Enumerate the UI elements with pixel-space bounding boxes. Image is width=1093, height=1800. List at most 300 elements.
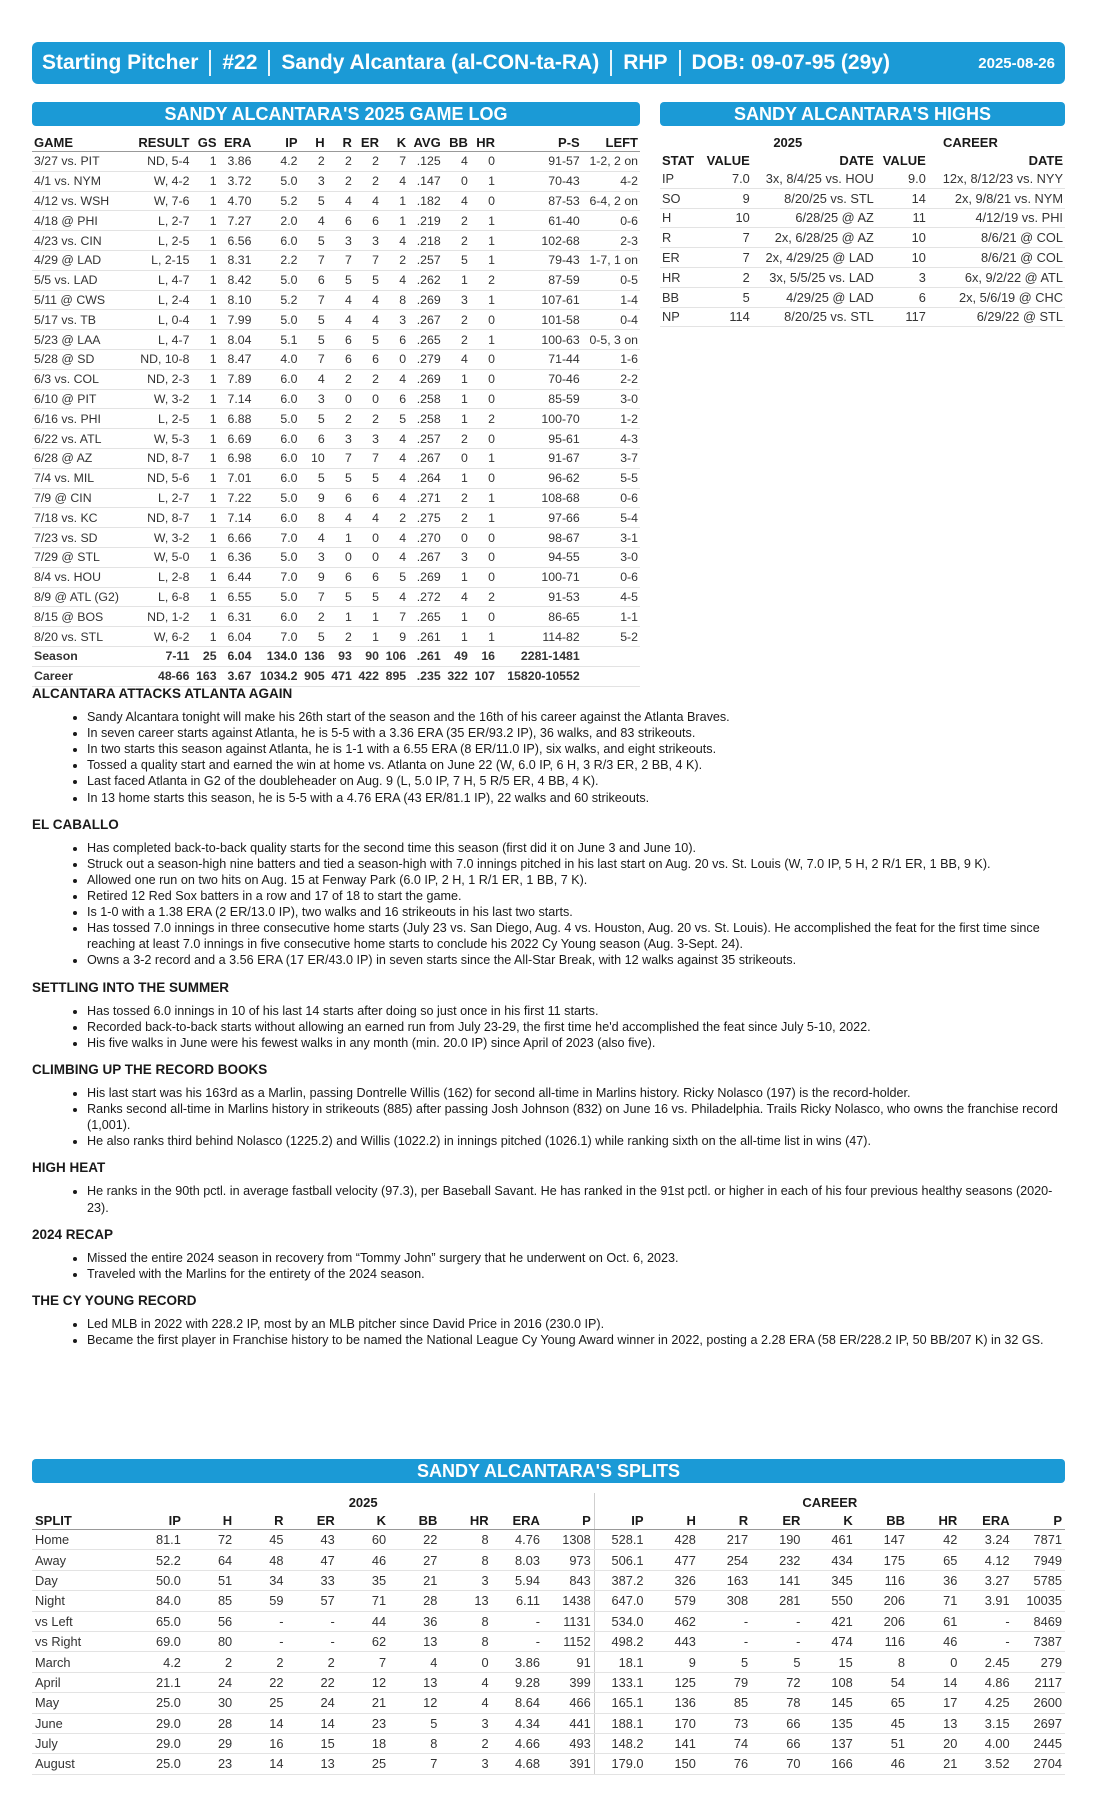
game-log-row <box>32 290 640 310</box>
game-log-cell: 2 <box>381 508 408 528</box>
game-log-cell: 6.0 <box>253 389 299 409</box>
highs-cell: 8/20/25 vs. STL <box>752 307 876 327</box>
game-log-cell: ND, 5-6 <box>130 468 191 488</box>
game-log-cell: 9 <box>300 567 327 587</box>
game-log-cell: 6 <box>327 349 354 369</box>
game-log-cell: .258 <box>408 389 443 409</box>
highs-cell: H <box>660 208 700 228</box>
note-list <box>32 1085 1065 1149</box>
game-log-cell: 4 <box>327 290 354 310</box>
splits-cell: 8.64 <box>492 1693 543 1713</box>
game-log-cell: 6 <box>354 567 381 587</box>
splits-row <box>32 1693 1065 1713</box>
splits-row <box>32 1570 1065 1590</box>
game-log-cell: 5/28 @ SD <box>32 349 130 369</box>
splits-cell: 8 <box>440 1631 491 1651</box>
game-log-cell: 1-1 <box>582 607 640 627</box>
game-log-col-header: RESULT <box>130 133 191 152</box>
game-log-cell: 1 <box>191 389 218 409</box>
splits-cell: 116 <box>856 1631 908 1651</box>
splits-cell: June <box>32 1713 133 1733</box>
game-log-cell: 4/18 @ PHI <box>32 211 130 231</box>
highs-cell: 2x, 9/8/21 vs. NYM <box>928 188 1065 208</box>
note-item: • In seven career starts against Atlanta, he is 5-5 with a 3.36 ERA (35 ER/93.2 IP), 36 walks, and 83 strikeouts. <box>87 725 1065 741</box>
game-log-row <box>32 211 640 231</box>
splits-header-row <box>32 1511 1065 1530</box>
note-list <box>32 840 1065 969</box>
game-log-cell: 8/9 @ ATL (G2) <box>32 587 130 607</box>
game-log-cell: 0 <box>470 429 497 449</box>
game-log-cell: 2 <box>327 152 354 172</box>
splits-col-header: R <box>699 1511 751 1530</box>
game-log-row <box>32 330 640 350</box>
highs-table <box>660 133 1065 327</box>
splits-cell: 25.0 <box>133 1693 184 1713</box>
game-log-cell: 5 <box>354 468 381 488</box>
splits-cell: 71 <box>338 1591 389 1611</box>
game-log-cell: 5.0 <box>253 488 299 508</box>
splits-cell: 57 <box>286 1591 337 1611</box>
game-log-total-cell: 15820-10552 <box>497 666 582 686</box>
game-log-cell: 4 <box>381 369 408 389</box>
game-log-cell: 4 <box>381 488 408 508</box>
game-log-cell: 7 <box>327 250 354 270</box>
splits-cell: 281 <box>751 1591 803 1611</box>
game-log-col-header: R <box>327 133 354 152</box>
splits-cell: 477 <box>647 1550 699 1570</box>
splits-cell: 65 <box>856 1693 908 1713</box>
game-log-cell: 5/17 vs. TB <box>32 310 130 330</box>
banner-divider <box>268 50 270 76</box>
splits-cell: April <box>32 1672 133 1692</box>
game-log-cell: 1 <box>470 627 497 647</box>
splits-cell: 34 <box>235 1570 286 1590</box>
game-log-cell: 6.0 <box>253 231 299 251</box>
game-log-cell: 7 <box>300 250 327 270</box>
game-log-cell: 1 <box>470 290 497 310</box>
game-log-cell: 0 <box>443 528 470 548</box>
game-log-cell: 5.0 <box>253 587 299 607</box>
splits-cell: 85 <box>184 1591 235 1611</box>
game-log-cell: 7/29 @ STL <box>32 547 130 567</box>
splits-cell: 534.0 <box>594 1611 646 1631</box>
game-log-cell: L, 2-8 <box>130 567 191 587</box>
splits-cell: 7 <box>338 1652 389 1672</box>
game-log-cell: 6.66 <box>219 528 254 548</box>
game-log-cell: 2-3 <box>582 231 640 251</box>
game-log-cell: 0 <box>470 567 497 587</box>
game-log-cell: 6 <box>354 211 381 231</box>
game-log-cell: 95-61 <box>497 429 582 449</box>
banner-dob: DOB: 09-07-95 (29y) <box>691 51 890 74</box>
splits-cell: 3 <box>440 1713 491 1733</box>
game-log-cell: ND, 8-7 <box>130 448 191 468</box>
game-log-cell: 3.86 <box>219 152 254 172</box>
note-heading: SETTLING INTO THE SUMMER <box>32 979 230 995</box>
game-log-cell: L, 2-4 <box>130 290 191 310</box>
game-log-cell: 1 <box>191 468 218 488</box>
game-log-cell: 7.0 <box>253 528 299 548</box>
splits-cell: 141 <box>751 1570 803 1590</box>
game-log-cell: 6.0 <box>253 508 299 528</box>
game-log-row <box>32 448 640 468</box>
game-log-cell: 7.0 <box>253 567 299 587</box>
splits-cell: July <box>32 1733 133 1753</box>
splits-cell: 4.76 <box>492 1530 543 1550</box>
game-log-cell: 7/23 vs. SD <box>32 528 130 548</box>
splits-cell: 10035 <box>1013 1591 1065 1611</box>
game-log-cell: 7 <box>327 448 354 468</box>
splits-cell: 5 <box>751 1652 803 1672</box>
game-log-cell: 4/12 vs. WSH <box>32 191 130 211</box>
game-log-cell: 2 <box>470 587 497 607</box>
game-log-cell: 3 <box>300 389 327 409</box>
highs-col-header: VALUE <box>882 152 926 168</box>
highs-row <box>660 208 1065 228</box>
game-log-cell: 7/4 vs. MIL <box>32 468 130 488</box>
game-log-cell: 8 <box>381 290 408 310</box>
highs-cell: R <box>660 228 700 248</box>
splits-cell: 45 <box>235 1530 286 1550</box>
game-log-cell: 4 <box>327 508 354 528</box>
game-log-cell: L, 4-7 <box>130 330 191 350</box>
game-log-cell: 1 <box>191 627 218 647</box>
game-log-cell: 3 <box>327 231 354 251</box>
highs-cell: SO <box>660 188 700 208</box>
game-log-cell: 5 <box>327 468 354 488</box>
game-log-cell: 8.42 <box>219 270 254 290</box>
highs-title: SANDY ALCANTARA'S HIGHS <box>660 102 1065 126</box>
splits-cell: 2697 <box>1013 1713 1065 1733</box>
highs-group-career: CAREER <box>942 134 998 150</box>
note-item: • Traveled with the Marlins for the entirety of the 2024 season. <box>87 1266 1065 1282</box>
note-list <box>32 709 1065 806</box>
splits-cell: 2 <box>235 1652 286 1672</box>
splits-cell: 279 <box>1013 1652 1065 1672</box>
splits-cell: 9 <box>647 1652 699 1672</box>
splits-cell: 74 <box>699 1733 751 1753</box>
splits-cell: 2117 <box>1013 1672 1065 1692</box>
game-log-cell: 10 <box>300 448 327 468</box>
game-log-cell: 1 <box>470 171 497 191</box>
splits-cell: 190 <box>751 1530 803 1550</box>
game-log-cell: 0 <box>470 349 497 369</box>
game-log-cell: 3 <box>354 429 381 449</box>
splits-cell: 21.1 <box>133 1672 184 1692</box>
game-log-cell: 0 <box>327 389 354 409</box>
game-log-col-header: IP <box>253 133 299 152</box>
highs-cell: IP <box>660 169 700 188</box>
splits-cell: 21 <box>389 1570 440 1590</box>
game-log-cell: 94-55 <box>497 547 582 567</box>
game-log-cell: .275 <box>408 508 443 528</box>
note-list <box>32 1003 1065 1051</box>
highs-group-blank <box>660 133 700 151</box>
splits-cell: 206 <box>856 1611 908 1631</box>
game-log-total-cell: 7-11 <box>130 646 191 666</box>
game-log-cell: 7 <box>354 448 381 468</box>
game-log-cell: 6 <box>327 330 354 350</box>
game-log-cell: 3/27 vs. PIT <box>32 152 130 172</box>
splits-cell: 7871 <box>1013 1530 1065 1550</box>
splits-cell: 170 <box>647 1713 699 1733</box>
game-log-cell: ND, 1-2 <box>130 607 191 627</box>
game-log-cell: .257 <box>408 250 443 270</box>
splits-col-header: BB <box>856 1511 908 1530</box>
splits-cell: 8.03 <box>492 1550 543 1570</box>
splits-cell: 7949 <box>1013 1550 1065 1570</box>
game-log-cell: .267 <box>408 448 443 468</box>
game-log-cell: 87-53 <box>497 191 582 211</box>
game-log-cell: 6 <box>327 488 354 508</box>
splits-row <box>32 1591 1065 1611</box>
game-log-cell: 4 <box>443 191 470 211</box>
game-log-cell: 4 <box>443 587 470 607</box>
game-log-cell: 5.2 <box>253 290 299 310</box>
game-log-cell: 1 <box>327 607 354 627</box>
splits-cell: 345 <box>803 1570 855 1590</box>
game-log-cell: W, 3-2 <box>130 389 191 409</box>
game-log-cell: 2 <box>443 429 470 449</box>
game-log-total-cell: 136 <box>300 646 327 666</box>
highs-row <box>660 307 1065 327</box>
splits-cell: 2 <box>286 1652 337 1672</box>
game-log-cell: 1 <box>191 607 218 627</box>
game-log-cell: 1 <box>191 547 218 567</box>
game-log-row <box>32 429 640 449</box>
game-log-cell: 98-67 <box>497 528 582 548</box>
highs-cell: 2 <box>700 267 752 287</box>
splits-cell: 12 <box>338 1672 389 1692</box>
splits-cell: May <box>32 1693 133 1713</box>
game-log-total-cell: 322 <box>443 666 470 686</box>
splits-cell: 6.11 <box>492 1591 543 1611</box>
splits-cell: 70 <box>751 1754 803 1774</box>
highs-cell: NP <box>660 307 700 327</box>
game-log-total-cell: 25 <box>191 646 218 666</box>
highs-cell: 12x, 8/12/23 vs. NYY <box>928 169 1065 188</box>
splits-cell: 421 <box>803 1611 855 1631</box>
game-log-cell: 1 <box>354 607 381 627</box>
game-log-total-cell: 422 <box>354 666 381 686</box>
game-log-total-cell: .261 <box>408 646 443 666</box>
splits-group-career: CAREER <box>594 1493 1065 1511</box>
game-log-cell: 5-2 <box>582 627 640 647</box>
splits-cell: 2445 <box>1013 1733 1065 1753</box>
game-log-body <box>32 152 640 687</box>
game-log-cell: 0 <box>443 448 470 468</box>
game-log-cell: 1-2, 2 on <box>582 152 640 172</box>
highs-cell: 10 <box>700 208 752 228</box>
game-log-cell: 4 <box>443 152 470 172</box>
game-log-cell: W, 4-2 <box>130 171 191 191</box>
game-log-cell: 6.0 <box>253 429 299 449</box>
highs-cell: 8/20/25 vs. STL <box>752 188 876 208</box>
splits-cell: 25 <box>338 1754 389 1774</box>
game-log-cell: 4 <box>327 191 354 211</box>
game-log-total-cell: 895 <box>381 666 408 686</box>
splits-group-row <box>32 1493 1065 1511</box>
splits-cell: 498.2 <box>594 1631 646 1651</box>
highs-cell: BB <box>660 287 700 307</box>
game-log-cell: 0 <box>470 191 497 211</box>
game-log-cell: 6.0 <box>253 607 299 627</box>
game-log-cell: 1 <box>443 389 470 409</box>
game-log-cell: 6 <box>354 349 381 369</box>
splits-cell: 3.52 <box>960 1754 1012 1774</box>
splits-cell: 8 <box>856 1652 908 1672</box>
banner-divider <box>679 50 681 76</box>
game-log-cell: 5.0 <box>253 409 299 429</box>
splits-row <box>32 1713 1065 1733</box>
game-log-cell: 6 <box>381 389 408 409</box>
splits-cell: 150 <box>647 1754 699 1774</box>
game-log-cell: 8/15 @ BOS <box>32 607 130 627</box>
highs-cell: 3x, 5/5/25 vs. LAD <box>752 267 876 287</box>
game-log-col-header: HR <box>470 133 497 152</box>
game-log-cell: 2 <box>443 231 470 251</box>
splits-cell: - <box>960 1631 1012 1651</box>
game-log-cell: 6.88 <box>219 409 254 429</box>
game-log-cell: 4 <box>327 310 354 330</box>
game-log-cell: .257 <box>408 429 443 449</box>
note-item: • His last start was his 163rd as a Marlin, passing Dontrelle Willis (162) for second all-time in Marlins history. Ricky Nolasco (197) is the record-holder. <box>87 1085 1065 1101</box>
splits-cell: 434 <box>803 1550 855 1570</box>
game-log-total-row <box>32 646 640 666</box>
splits-col-header: ERA <box>960 1511 1012 1530</box>
splits-cell: 60 <box>338 1530 389 1550</box>
game-log-cell: .265 <box>408 330 443 350</box>
splits-cell: 25 <box>235 1693 286 1713</box>
game-log-total-cell: 6.04 <box>219 646 254 666</box>
splits-col-header: HR <box>908 1511 960 1530</box>
splits-cell: 65.0 <box>133 1611 184 1631</box>
splits-cell: 13 <box>908 1713 960 1733</box>
game-log-cell: 87-59 <box>497 270 582 290</box>
game-log-total-cell: 905 <box>300 666 327 686</box>
splits-cell: 84.0 <box>133 1591 184 1611</box>
game-log-cell: 5.0 <box>253 171 299 191</box>
game-log-cell: 0 <box>470 528 497 548</box>
splits-cell: 4 <box>389 1652 440 1672</box>
splits-cell: 441 <box>543 1713 594 1733</box>
game-log-cell: 0 <box>381 349 408 369</box>
game-log-cell: 5 <box>300 409 327 429</box>
splits-cell: 29.0 <box>133 1713 184 1733</box>
game-log-cell: 1 <box>470 250 497 270</box>
banner-date: 2025-08-26 <box>978 54 1055 72</box>
game-log-cell: 0 <box>354 528 381 548</box>
game-log-cell: 7 <box>381 152 408 172</box>
splits-cell: 232 <box>751 1550 803 1570</box>
game-log-cell: 1 <box>470 508 497 528</box>
game-log-cell: 6 <box>300 429 327 449</box>
splits-cell: 443 <box>647 1631 699 1651</box>
game-log-row <box>32 270 640 290</box>
splits-cell: 148.2 <box>594 1733 646 1753</box>
highs-cell: 2x, 5/6/19 @ CHC <box>928 287 1065 307</box>
game-log-cell: 3 <box>354 231 381 251</box>
highs-group-2025: 2025 <box>773 134 803 150</box>
highs-cell: 6/28/25 @ AZ <box>752 208 876 228</box>
highs-col-header: STAT <box>662 152 695 168</box>
game-log-cell: 2 <box>354 152 381 172</box>
game-log-col-header: AVG <box>408 133 443 152</box>
game-log-cell: 4 <box>354 310 381 330</box>
game-log-cell: .271 <box>408 488 443 508</box>
splits-cell: 13 <box>389 1672 440 1692</box>
highs-cell: 4/12/19 vs. PHI <box>928 208 1065 228</box>
splits-cell: 391 <box>543 1754 594 1774</box>
game-log-cell: 6.0 <box>253 468 299 488</box>
splits-cell: 4 <box>440 1672 491 1692</box>
notes-section <box>32 686 1065 1359</box>
splits-cell: 16 <box>235 1733 286 1753</box>
game-log-cell: 7.0 <box>253 627 299 647</box>
splits-group-2025: 2025 <box>348 1494 378 1510</box>
splits-cell: 3.27 <box>960 1570 1012 1590</box>
game-log-cell: 3-0 <box>582 547 640 567</box>
splits-cell: 42 <box>908 1530 960 1550</box>
splits-cell: August <box>32 1754 133 1774</box>
game-log-cell: .269 <box>408 369 443 389</box>
splits-cell: 66 <box>751 1713 803 1733</box>
splits-col-header: K <box>803 1511 855 1530</box>
splits-cell: 59 <box>235 1591 286 1611</box>
game-log-cell: 102-68 <box>497 231 582 251</box>
game-log-cell: 7 <box>300 290 327 310</box>
splits-cell: 135 <box>803 1713 855 1733</box>
highs-cell: 114 <box>700 307 752 327</box>
game-log-cell: 2 <box>443 310 470 330</box>
game-log-total-cell: 163 <box>191 666 218 686</box>
highs-row <box>660 267 1065 287</box>
splits-cell: - <box>286 1611 337 1631</box>
game-log-cell: 8/20 vs. STL <box>32 627 130 647</box>
splits-cell: 17 <box>908 1693 960 1713</box>
splits-cell: 4 <box>440 1693 491 1713</box>
game-log-cell: 2.0 <box>253 211 299 231</box>
highs-cell: 7 <box>700 248 752 268</box>
game-log-cell: L, 6-8 <box>130 587 191 607</box>
splits-cell: vs Left <box>32 1611 133 1631</box>
splits-cell: 46 <box>908 1631 960 1651</box>
game-log-cell: 1 <box>191 270 218 290</box>
game-log-cell: 1 <box>443 627 470 647</box>
game-log-cell: .265 <box>408 607 443 627</box>
game-log-cell: .269 <box>408 290 443 310</box>
splits-table <box>32 1493 1065 1775</box>
game-log-cell: 3.72 <box>219 171 254 191</box>
game-log-cell: 1 <box>191 231 218 251</box>
splits-row <box>32 1530 1065 1550</box>
game-log-cell: 85-59 <box>497 389 582 409</box>
game-log-cell: 5-4 <box>582 508 640 528</box>
splits-col-header: ER <box>751 1511 803 1530</box>
game-log-cell: 2.2 <box>253 250 299 270</box>
splits-cell: - <box>960 1611 1012 1631</box>
game-log-cell: 86-65 <box>497 607 582 627</box>
splits-cell: 4.25 <box>960 1693 1012 1713</box>
banner-name: Sandy Alcantara (al-CON-ta-RA) <box>281 51 600 74</box>
game-log-cell: 0-6 <box>582 567 640 587</box>
highs-cell: 14 <box>876 188 928 208</box>
game-log-cell: 4 <box>381 231 408 251</box>
game-log-cell: 6/28 @ AZ <box>32 448 130 468</box>
splits-cell: vs Right <box>32 1631 133 1651</box>
splits-cell: 166 <box>803 1754 855 1774</box>
game-log-total-cell: 16 <box>470 646 497 666</box>
